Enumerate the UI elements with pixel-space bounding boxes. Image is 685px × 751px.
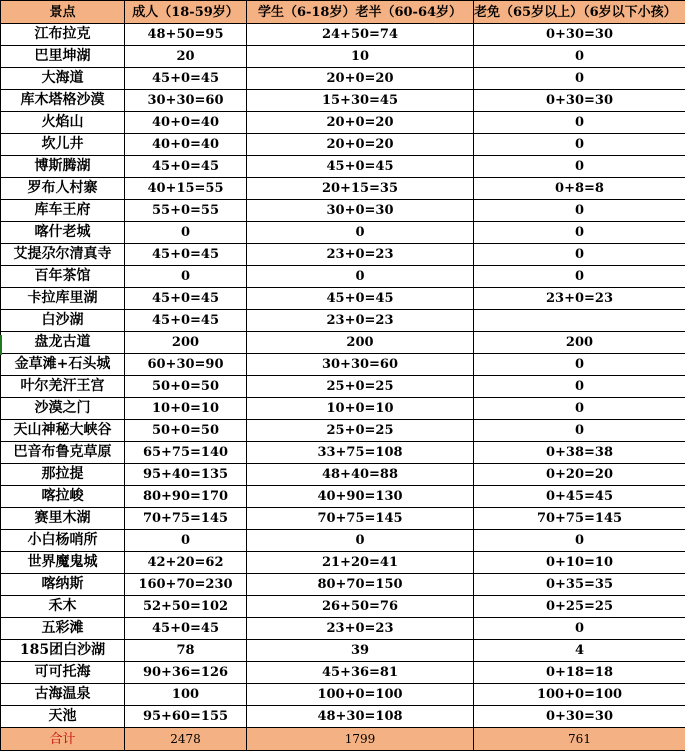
cell-half-price[interactable]: 10 [247, 46, 474, 68]
cell-scenic-spot[interactable]: 喀什老城 [1, 222, 125, 244]
cell-adult-price[interactable]: 78 [125, 640, 247, 662]
cell-adult-price[interactable]: 95+40=135 [125, 464, 247, 486]
header-free[interactable]: 老免（65岁以上）（6岁以下小孩） [474, 1, 685, 24]
cell-adult-price[interactable]: 0 [125, 222, 247, 244]
cell-adult-price[interactable]: 45+0=45 [125, 156, 247, 178]
table-row [1, 552, 685, 574]
cell-half-price[interactable]: 45+36=81 [247, 662, 474, 684]
cell-scenic-spot[interactable]: 罗布人村寨 [1, 178, 125, 200]
cell-scenic-spot[interactable]: 巴音布鲁克草原 [1, 442, 125, 464]
cell-free-price[interactable]: 0+30=30 [474, 706, 685, 728]
cell-free-price[interactable]: 23+0=23 [474, 288, 685, 310]
cell-free-price[interactable]: 0+35=35 [474, 574, 685, 596]
cell-adult-price[interactable]: 90+36=126 [125, 662, 247, 684]
cell-half-price[interactable]: 48+30=108 [247, 706, 474, 728]
cell-adult-price[interactable]: 50+0=50 [125, 376, 247, 398]
cell-half-price[interactable]: 45+0=45 [247, 156, 474, 178]
table-row [1, 332, 685, 354]
cell-free-price[interactable]: 0+8=8 [474, 178, 685, 200]
cell-half-price[interactable]: 20+0=20 [247, 134, 474, 156]
cell-free-price[interactable]: 0 [474, 222, 685, 244]
cell-scenic-spot[interactable]: 天山神秘大峡谷 [1, 420, 125, 442]
cell-half-price[interactable]: 0 [247, 266, 474, 288]
header-adult[interactable]: 成人（18-59岁） [125, 1, 247, 24]
cell-half-price[interactable]: 23+0=23 [247, 310, 474, 332]
cell-half-price[interactable]: 20+0=20 [247, 112, 474, 134]
cell-adult-price[interactable]: 48+50=95 [125, 24, 247, 46]
cell-free-price[interactable]: 0 [474, 618, 685, 640]
cell-free-price[interactable]: 0+25=25 [474, 596, 685, 618]
table-row [1, 68, 685, 90]
cell-half-price[interactable]: 0 [247, 222, 474, 244]
table-row [1, 90, 685, 112]
cell-free-price[interactable]: 0 [474, 134, 685, 156]
table-row [1, 354, 685, 376]
cell-scenic-spot[interactable]: 喀纳斯 [1, 574, 125, 596]
table-row [1, 200, 685, 222]
cell-adult-price[interactable]: 45+0=45 [125, 68, 247, 90]
cell-free-price[interactable]: 0+38=38 [474, 442, 685, 464]
table-row [1, 486, 685, 508]
cell-free-price[interactable]: 0 [474, 266, 685, 288]
cell-scenic-spot[interactable]: 喀拉峻 [1, 486, 125, 508]
cell-free-price[interactable]: 0+20=20 [474, 464, 685, 486]
cell-free-price[interactable] [474, 310, 685, 332]
header-row [1, 1, 685, 24]
cell-scenic-spot[interactable]: 禾木 [1, 596, 125, 618]
cell-scenic-spot[interactable]: 盘龙古道 [1, 332, 125, 354]
cell-scenic-spot[interactable]: 金草滩+石头城 [1, 354, 125, 376]
cell-adult-price[interactable]: 45+0=45 [125, 310, 247, 332]
cell-scenic-spot[interactable]: 小白杨哨所 [1, 530, 125, 552]
table-row [1, 266, 685, 288]
table-row [1, 398, 685, 420]
cell-free-price[interactable]: 0 [474, 46, 685, 68]
cell-scenic-spot[interactable]: 卡拉库里湖 [1, 288, 125, 310]
cell-half-price[interactable]: 26+50=76 [247, 596, 474, 618]
cell-half-price[interactable]: 24+50=74 [247, 24, 474, 46]
header-student-senior-half[interactable]: 学生（6-18岁）老半（60-64岁） [247, 1, 474, 24]
table-row [1, 640, 685, 662]
cell-half-price[interactable]: 23+0=23 [247, 618, 474, 640]
cell-adult-price[interactable]: 42+20=62 [125, 552, 247, 574]
table-row [1, 684, 685, 706]
table-row [1, 376, 685, 398]
cell-free-price[interactable]: 0+10=10 [474, 552, 685, 574]
cell-scenic-spot[interactable]: 库车王府 [1, 200, 125, 222]
cell-free-price[interactable]: 0 [474, 420, 685, 442]
table-row [1, 596, 685, 618]
cell-scenic-spot[interactable]: 五彩滩 [1, 618, 125, 640]
cell-adult-price[interactable]: 160+70=230 [125, 574, 247, 596]
cell-adult-price[interactable]: 0 [125, 266, 247, 288]
table-row [1, 508, 685, 530]
cell-scenic-spot[interactable]: 库木塔格沙漠 [1, 90, 125, 112]
cell-free-price[interactable]: 0 [474, 354, 685, 376]
table-row [1, 222, 685, 244]
cell-free-price[interactable]: 0 [474, 68, 685, 90]
table-row [1, 178, 685, 200]
cell-free-price[interactable]: 0 [474, 200, 685, 222]
cell-half-price[interactable]: 48+40=88 [247, 464, 474, 486]
cell-scenic-spot[interactable]: 世界魔鬼城 [1, 552, 125, 574]
cell-half-price[interactable]: 23+0=23 [247, 244, 474, 266]
cell-free-price[interactable]: 70+75=145 [474, 508, 685, 530]
cell-scenic-spot[interactable]: 185团白沙湖 [1, 640, 125, 662]
cell-scenic-spot[interactable]: 古海温泉 [1, 684, 125, 706]
cell-free-price[interactable]: 4 [474, 640, 685, 662]
table-row [1, 706, 685, 728]
cell-scenic-spot[interactable]: 天池 [1, 706, 125, 728]
cell-scenic-spot[interactable]: 叶尔羌汗王宫 [1, 376, 125, 398]
cell-scenic-spot[interactable]: 白沙湖 [1, 310, 125, 332]
table-body [1, 24, 685, 728]
cell-half-price[interactable]: 10+0=10 [247, 398, 474, 420]
cell-half-price[interactable]: 25+0=25 [247, 420, 474, 442]
cell-scenic-spot[interactable]: 赛里木湖 [1, 508, 125, 530]
cell-free-price[interactable]: 0+45=45 [474, 486, 685, 508]
cell-free-price[interactable]: 0 [474, 112, 685, 134]
cell-adult-price[interactable]: 40+15=55 [125, 178, 247, 200]
cell-half-price[interactable]: 20+0=20 [247, 68, 474, 90]
total-row [1, 728, 685, 751]
total-half[interactable]: 1799 [247, 728, 474, 751]
cell-scenic-spot[interactable]: 那拉提 [1, 464, 125, 486]
cell-free-price[interactable]: 0+30=30 [474, 24, 685, 46]
table-row [1, 574, 685, 596]
cell-adult-price[interactable]: 0 [125, 530, 247, 552]
table-row [1, 24, 685, 46]
total-adult[interactable]: 2478 [125, 728, 247, 751]
cell-adult-price[interactable]: 10+0=10 [125, 398, 247, 420]
cell-adult-price[interactable]: 200 [125, 332, 247, 354]
cell-scenic-spot[interactable]: 大海道 [1, 68, 125, 90]
cell-scenic-spot[interactable]: 博斯腾湖 [1, 156, 125, 178]
table-row [1, 134, 685, 156]
cell-free-price[interactable]: 0 [474, 398, 685, 420]
cell-adult-price[interactable]: 95+60=155 [125, 706, 247, 728]
total-free[interactable]: 761 [474, 728, 685, 751]
cell-adult-price[interactable]: 30+30=60 [125, 90, 247, 112]
cell-free-price[interactable]: 0+30=30 [474, 90, 685, 112]
table-row [1, 618, 685, 640]
table-row [1, 46, 685, 68]
cell-adult-price[interactable]: 60+30=90 [125, 354, 247, 376]
cell-scenic-spot[interactable]: 火焰山 [1, 112, 125, 134]
table-row [1, 310, 685, 332]
cell-adult-price[interactable]: 50+0=50 [125, 420, 247, 442]
cell-half-price[interactable]: 33+75=108 [247, 442, 474, 464]
cell-adult-price[interactable]: 40+0=40 [125, 134, 247, 156]
cell-free-price[interactable]: 200 [474, 332, 685, 354]
row-marker [0, 335, 2, 355]
cell-half-price[interactable]: 70+75=145 [247, 508, 474, 530]
table-row [1, 288, 685, 310]
cell-half-price[interactable]: 39 [247, 640, 474, 662]
cell-scenic-spot[interactable]: 巴里坤湖 [1, 46, 125, 68]
cell-adult-price[interactable]: 65+75=140 [125, 442, 247, 464]
cell-scenic-spot[interactable]: 坎儿井 [1, 134, 125, 156]
cell-free-price[interactable]: 0 [474, 530, 685, 552]
table-row [1, 442, 685, 464]
cell-adult-price[interactable]: 70+75=145 [125, 508, 247, 530]
header-scenic-spot[interactable]: 景点 [1, 1, 125, 24]
cell-half-price[interactable]: 30+0=30 [247, 200, 474, 222]
table-row [1, 244, 685, 266]
cell-half-price[interactable]: 30+30=60 [247, 354, 474, 376]
table-row [1, 156, 685, 178]
cell-free-price[interactable]: 0+18=18 [474, 662, 685, 684]
cell-free-price[interactable]: 100+0=100 [474, 684, 685, 706]
cell-scenic-spot[interactable]: 可可托海 [1, 662, 125, 684]
cell-half-price[interactable]: 40+90=130 [247, 486, 474, 508]
cell-adult-price[interactable]: 52+50=102 [125, 596, 247, 618]
cell-adult-price[interactable]: 45+0=45 [125, 618, 247, 640]
cell-scenic-spot[interactable]: 艾提尕尔清真寺 [1, 244, 125, 266]
cell-scenic-spot[interactable]: 沙漠之门 [1, 398, 125, 420]
cell-half-price[interactable]: 20+15=35 [247, 178, 474, 200]
cell-adult-price[interactable]: 40+0=40 [125, 112, 247, 134]
cell-free-price[interactable]: 0 [474, 376, 685, 398]
table-row [1, 662, 685, 684]
cell-scenic-spot[interactable]: 百年茶馆 [1, 266, 125, 288]
cell-adult-price[interactable]: 100 [125, 684, 247, 706]
cell-adult-price[interactable]: 45+0=45 [125, 288, 247, 310]
cell-half-price[interactable]: 100+0=100 [247, 684, 474, 706]
cell-half-price[interactable]: 45+0=45 [247, 288, 474, 310]
cell-scenic-spot[interactable]: 江布拉克 [1, 24, 125, 46]
cell-half-price[interactable]: 80+70=150 [247, 574, 474, 596]
table-row [1, 530, 685, 552]
cell-adult-price[interactable]: 45+0=45 [125, 244, 247, 266]
cell-half-price[interactable]: 0 [247, 530, 474, 552]
cell-half-price[interactable]: 21+20=41 [247, 552, 474, 574]
table-row [1, 420, 685, 442]
cell-adult-price[interactable]: 80+90=170 [125, 486, 247, 508]
cell-half-price[interactable]: 25+0=25 [247, 376, 474, 398]
cell-half-price[interactable]: 15+30=45 [247, 90, 474, 112]
cell-free-price[interactable]: 0 [474, 156, 685, 178]
cell-half-price[interactable]: 200 [247, 332, 474, 354]
cell-free-price[interactable]: 0 [474, 244, 685, 266]
total-label[interactable]: 合计 [1, 728, 125, 751]
cell-adult-price[interactable]: 20 [125, 46, 247, 68]
cell-adult-price[interactable]: 55+0=55 [125, 200, 247, 222]
table-row [1, 112, 685, 134]
table-row [1, 464, 685, 486]
